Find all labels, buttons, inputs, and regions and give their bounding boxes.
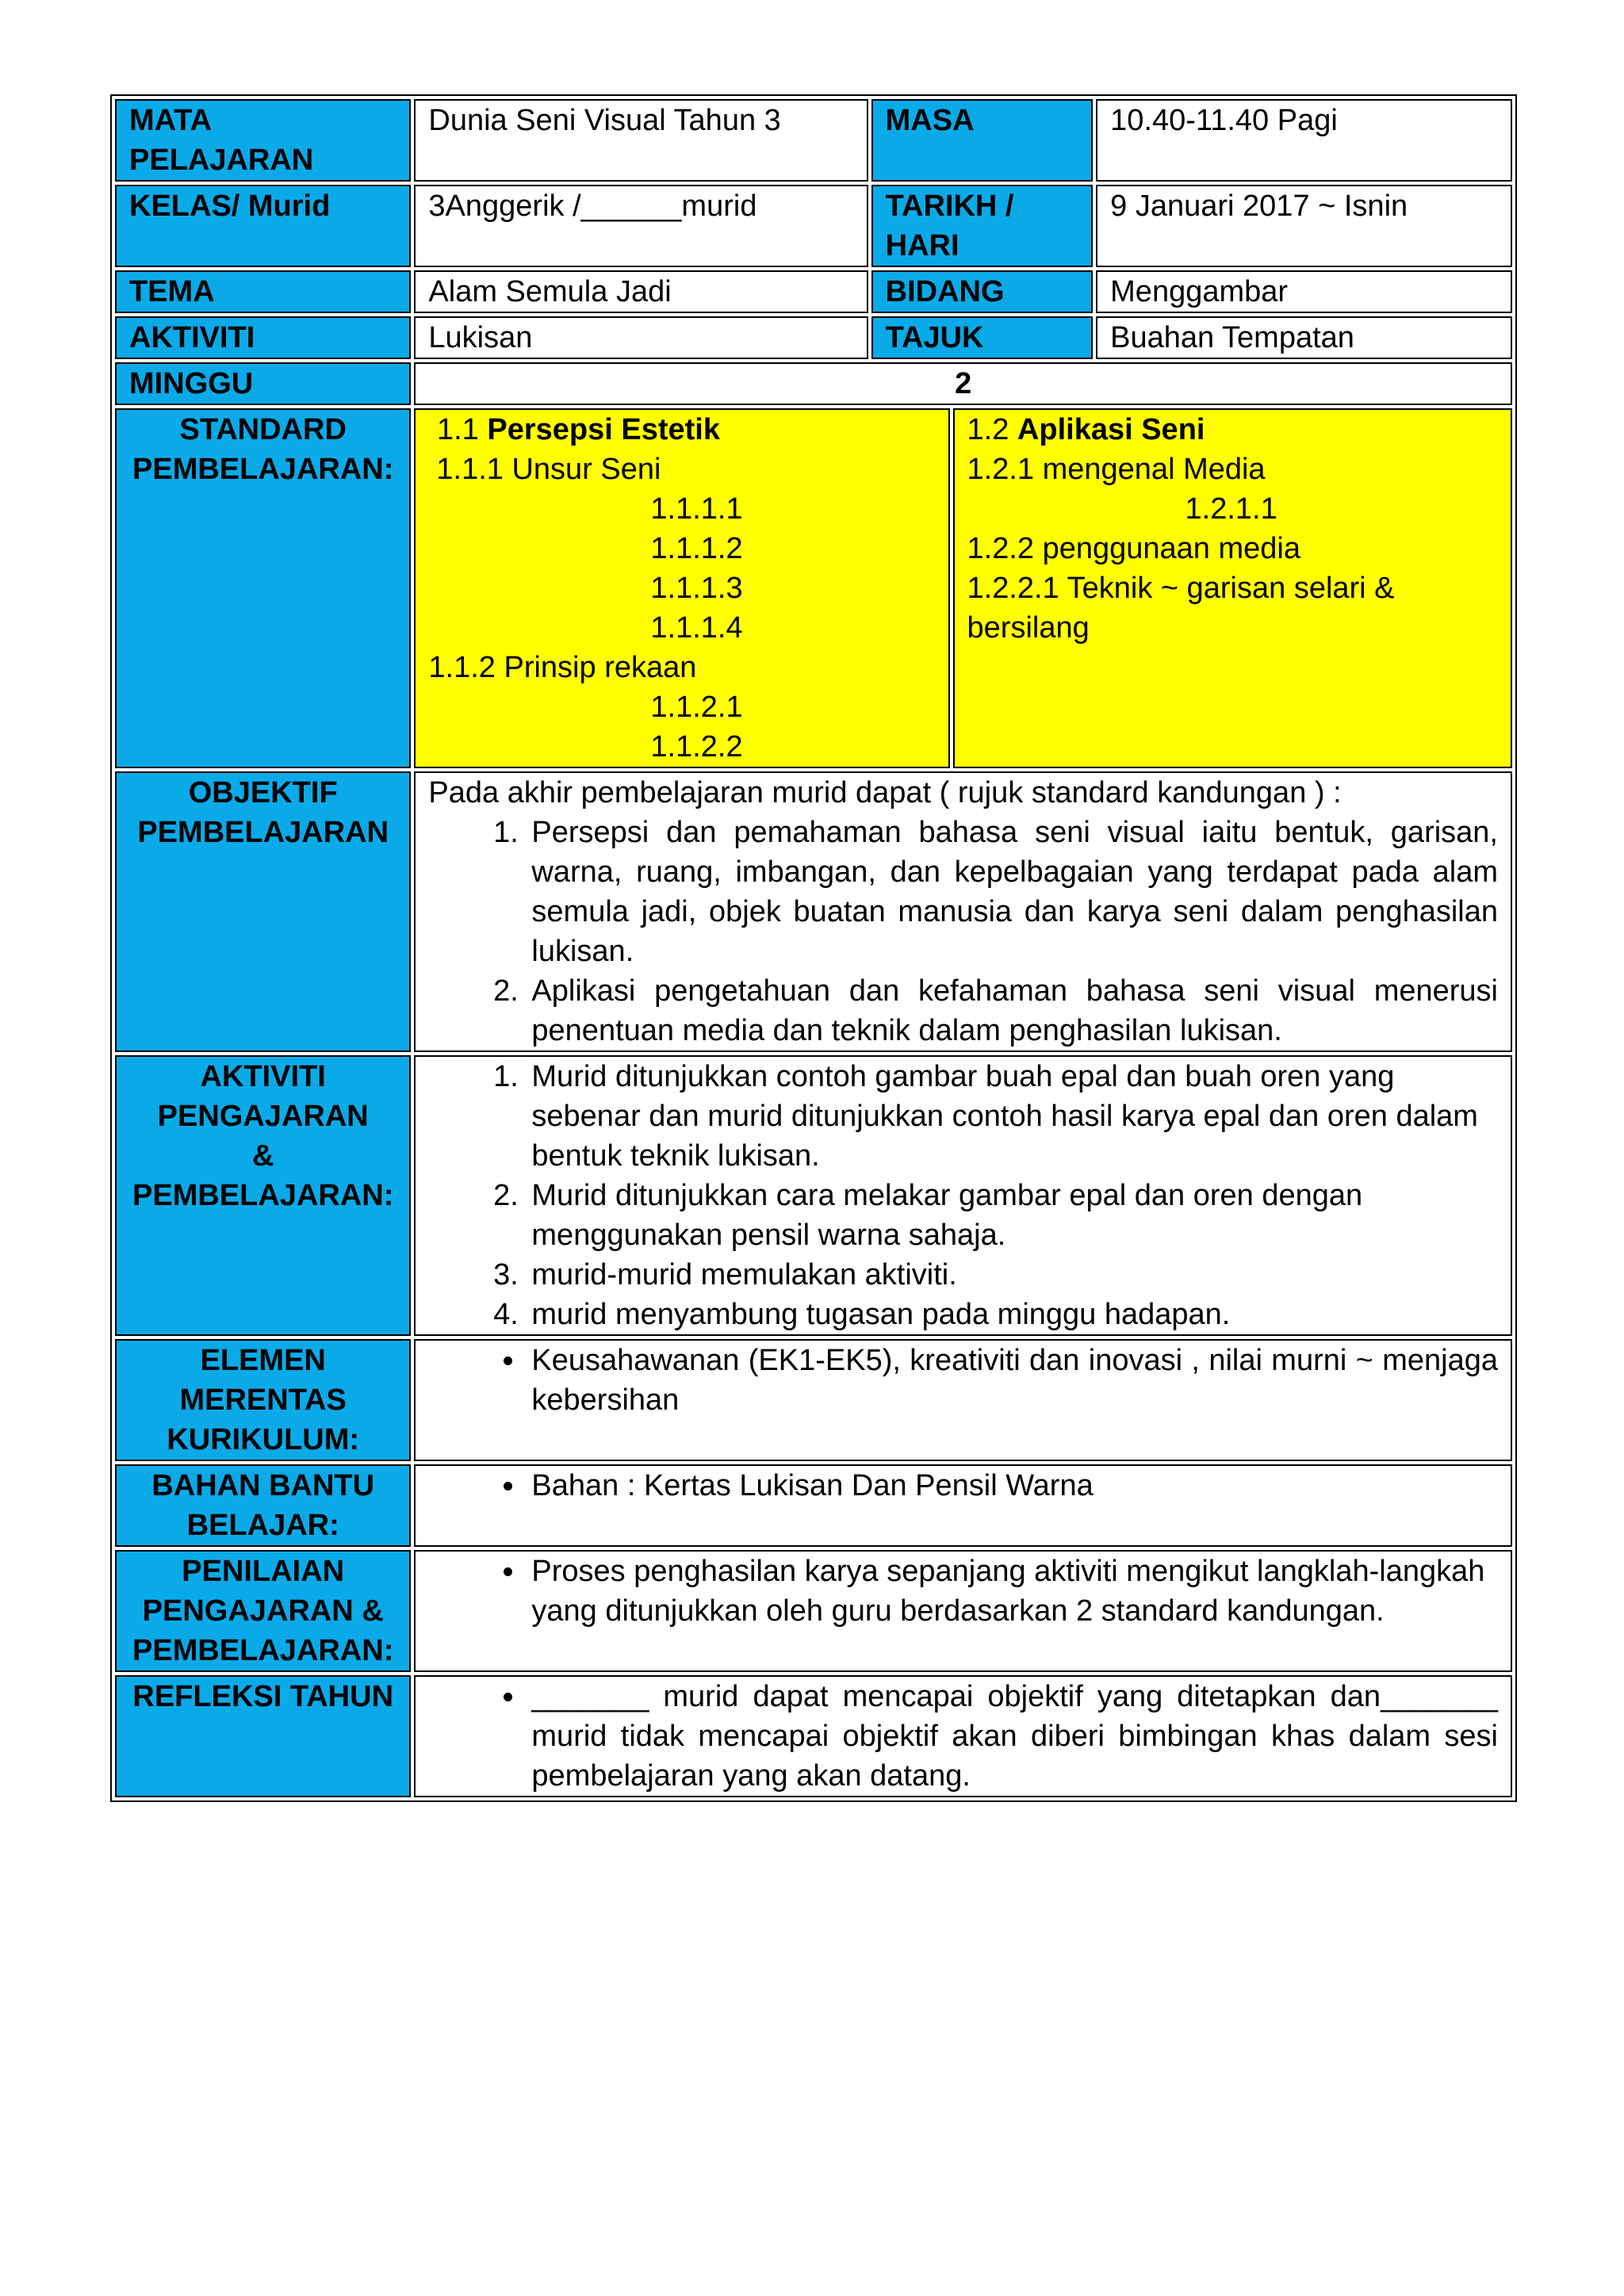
aktiviti-pp-list	[428, 1057, 1498, 1334]
aktiviti-pp-label-line: &	[251, 1139, 274, 1173]
row-aktiviti-pp	[115, 1055, 1512, 1336]
standard-right-sub2: 1.2.2 penggunaan media	[967, 532, 1300, 565]
tema-value: Alam Semula Jadi	[414, 270, 868, 313]
aktiviti-pp-item: 4. murid menyambung tugasan pada minggu hadapan.	[527, 1295, 1498, 1334]
bidang-value: Menggambar	[1096, 270, 1512, 313]
tarikh-value: 9 Januari 2017 ~ Isnin	[1096, 185, 1512, 267]
penilaian-item: • Proses penghasilan karya sepanjang aktiviti mengikut langklah-langkah yang ditunjukkan oleh guru berdasarkan 2 standard kandungan.	[527, 1552, 1498, 1631]
mata-pelajaran-value: Dunia Seni Visual Tahun 3	[414, 99, 868, 182]
objektif-content	[414, 771, 1512, 1052]
standard-left-title: Persepsi Estetik	[487, 413, 720, 446]
tema-label: TEMA	[115, 270, 411, 313]
kelas-value: 3Anggerik /______murid	[414, 185, 868, 267]
penilaian-label: PENILAIAN PENGAJARAN & PEMBELAJARAN:	[115, 1550, 411, 1672]
aktiviti-pp-item: 3. murid-murid memulakan aktiviti.	[527, 1255, 1498, 1295]
emk-label: ELEMEN MERENTAS KURIKULUM:	[115, 1339, 411, 1461]
standard-right-sub1-item: 1.2.1.1	[1185, 492, 1277, 526]
standard-left-sub2-item: 1.1.2.1	[650, 691, 743, 724]
kelas-label: KELAS/ Murid	[115, 185, 411, 267]
aktiviti-pp-label-line: PEMBELAJARAN:	[132, 1179, 394, 1212]
objektif-label: OBJEKTIF PEMBELAJARAN	[115, 771, 411, 1052]
standard-left-sub1-item: 1.1.1.2	[650, 532, 743, 565]
aktiviti-pp-item: 1. Murid ditunjukkan contoh gambar buah epal dan buah oren yang sebenar dan murid ditunjukkan contoh hasil karya epal dan oren dalam bentuk teknik lukisan.	[527, 1057, 1498, 1176]
standard-left-sub2-item: 1.1.2.2	[650, 730, 743, 763]
standard-right-sub3: 1.2.2.1 Teknik ~ garisan selari & bersilang	[967, 572, 1395, 645]
standard-left-heading	[428, 410, 935, 450]
row-aktiviti	[115, 316, 1512, 359]
standard-left-sub2: 1.1.2 Prinsip rekaan	[428, 651, 697, 684]
emk-content	[414, 1339, 1512, 1461]
row-tema	[115, 270, 1512, 313]
standard-label: STANDARD PEMBELAJARAN:	[115, 408, 411, 768]
lesson-plan-table	[110, 94, 1517, 1802]
row-standard	[115, 408, 1512, 768]
standard-right-title: Aplikasi Seni	[1017, 413, 1205, 446]
aktiviti-pp-item: 2. Murid ditunjukkan cara melakar gambar epal dan oren dengan menggunakan pensil warna sahaja.	[527, 1176, 1498, 1255]
standard-left	[414, 408, 949, 768]
row-penilaian	[115, 1550, 1512, 1672]
masa-label: MASA	[871, 99, 1094, 182]
standard-right-num: 1.2	[967, 413, 1009, 446]
aktiviti-pp-content	[414, 1055, 1512, 1336]
bbb-list	[428, 1466, 1498, 1506]
objektif-item: 2. Aplikasi pengetahuan dan kefahaman bahasa seni visual menerusi penentuan media dan teknik dalam penghasilan lukisan.	[527, 971, 1498, 1050]
standard-left-sub1-item: 1.1.1.4	[650, 611, 743, 645]
tarikh-label: TARIKH / HARI	[871, 185, 1094, 267]
row-bbb	[115, 1464, 1512, 1547]
lesson-plan-sheet	[110, 94, 1517, 1802]
bbb-item: • Bahan : Kertas Lukisan Dan Pensil Warna	[527, 1466, 1498, 1506]
standard-left-sub1-item: 1.1.1.1	[650, 492, 743, 526]
standard-left-sub1-item: 1.1.1.3	[650, 572, 743, 605]
row-minggu	[115, 362, 1512, 405]
aktiviti-value: Lukisan	[414, 316, 868, 359]
row-objektif	[115, 771, 1512, 1052]
masa-value: 10.40-11.40 Pagi	[1096, 99, 1512, 182]
aktiviti-pp-label	[115, 1055, 411, 1336]
emk-list	[428, 1341, 1498, 1420]
bbb-content	[414, 1464, 1512, 1547]
tajuk-value: Buahan Tempatan	[1096, 316, 1512, 359]
objektif-list	[428, 813, 1498, 1050]
standard-right	[953, 408, 1512, 768]
row-refleksi	[115, 1675, 1512, 1797]
row-kelas	[115, 185, 1512, 267]
objektif-item: 1. Persepsi dan pemahaman bahasa seni visual iaitu bentuk, garisan, warna, ruang, imbangan, dan kepelbagaian yang terdapat pada alam semula jadi, objek buatan manusia dan karya seni dalam penghasilan lukisan.	[527, 813, 1498, 971]
minggu-label: MINGGU	[115, 362, 411, 405]
row-emk	[115, 1339, 1512, 1461]
standard-left-num: 1.1	[436, 413, 479, 446]
minggu-value: 2	[414, 362, 1512, 405]
objektif-intro: Pada akhir pembelajaran murid dapat ( rujuk standard kandungan ) :	[428, 776, 1342, 809]
row-mata-pelajaran	[115, 99, 1512, 182]
refleksi-label: REFLEKSI TAHUN	[115, 1675, 411, 1797]
bidang-label: BIDANG	[871, 270, 1094, 313]
standard-right-heading	[967, 410, 1498, 450]
refleksi-item: • _______ murid dapat mencapai objektif yang ditetapkan dan_______ murid tidak mencapai objektif akan diberi bimbingan khas dalam sesi pembelajaran yang akan datang.	[527, 1677, 1498, 1796]
refleksi-list	[428, 1677, 1498, 1796]
tajuk-label: TAJUK	[871, 316, 1094, 359]
penilaian-list	[428, 1552, 1498, 1631]
standard-left-sub1: 1.1.1 Unsur Seni	[436, 453, 661, 486]
penilaian-content	[414, 1550, 1512, 1672]
refleksi-content	[414, 1675, 1512, 1797]
emk-item: • Keusahawanan (EK1-EK5), kreativiti dan inovasi , nilai murni ~ menjaga kebersihan	[527, 1341, 1498, 1420]
mata-pelajaran-label: MATA PELAJARAN	[115, 99, 411, 182]
bbb-label: BAHAN BANTU BELAJAR:	[115, 1464, 411, 1547]
aktiviti-label: AKTIVITI	[115, 316, 411, 359]
standard-right-sub1: 1.2.1 mengenal Media	[967, 453, 1266, 486]
aktiviti-pp-label-line: AKTIVITI	[200, 1060, 326, 1093]
aktiviti-pp-label-line: PENGAJARAN	[157, 1100, 369, 1133]
